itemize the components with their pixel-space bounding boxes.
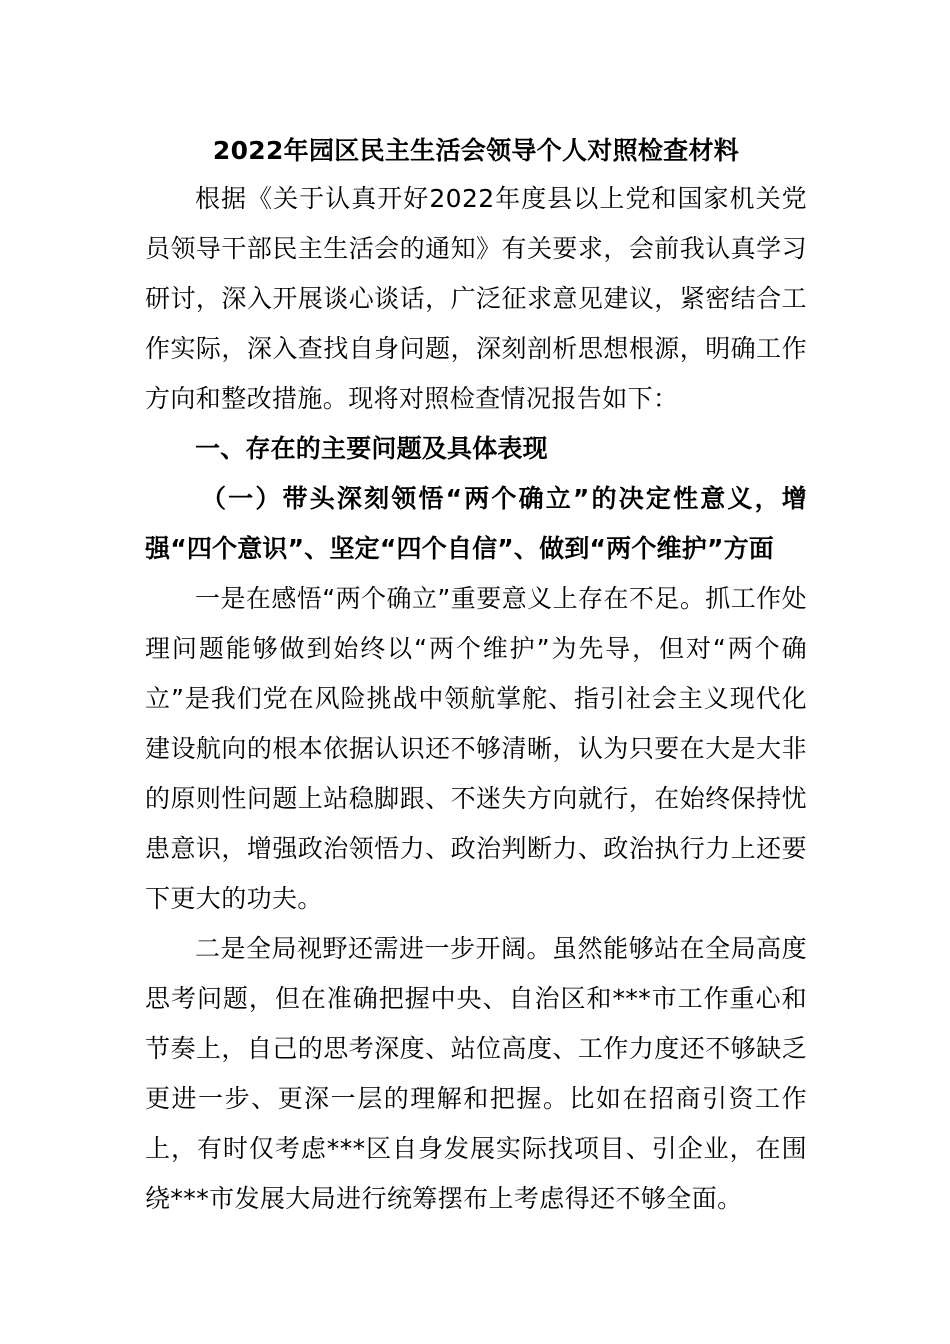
- point-paragraph-1: 一是在感悟“两个确立”重要意义上存在不足。抓工作处理问题能够做到始终以“两个维护”为先导，但对“两个确立”是我们党在风险挑战中领航掌舵、指引社会主义现代化建设航向的根本依据认识还不够清晰，认为只要在大是大非的原则性问题上站稳脚跟、不迷失方向就行，在始终保持忧患意识，增强政治领悟力、政治判断力、政治执行力上还要下更大的功夫。: [145, 584, 807, 913]
- intro-paragraph: 根据《关于认真开好2022年度县以上党和国家机关党员领导干部民主生活会的通知》有关要求，会前我认真学习研讨，深入开展谈心谈话，广泛征求意见建议，紧密结合工作实际，深入查找自身问题，深刻剖析思想根源，明确工作方向和整改措施。现将对照检查情况报告如下：: [145, 184, 807, 413]
- subsection-heading-1: （一）带头深刻领悟“两个确立”的决定性意义，增强“四个意识”、坚定“四个自信”、做到“两个维护”方面: [145, 484, 807, 563]
- document-title: 2022年园区民主生活会领导个人对照检查材料: [212, 136, 740, 165]
- section-heading-1: 一、存在的主要问题及具体表现: [195, 434, 548, 463]
- document-body: [145, 128, 807, 1224]
- point-paragraph-2: 二是全局视野还需进一步开阔。虽然能够站在全局高度思考问题，但在准确把握中央、自治区和***市工作重心和节奏上，自己的思考深度、站位高度、工作力度还不够缺乏更进一步、更深一层的理解和把握。比如在招商引资工作上，有时仅考虑***区自身发展实际找项目、引企业，在围绕***市发展大局进行统筹摆布上考虑得还不够全面。: [145, 934, 807, 1213]
